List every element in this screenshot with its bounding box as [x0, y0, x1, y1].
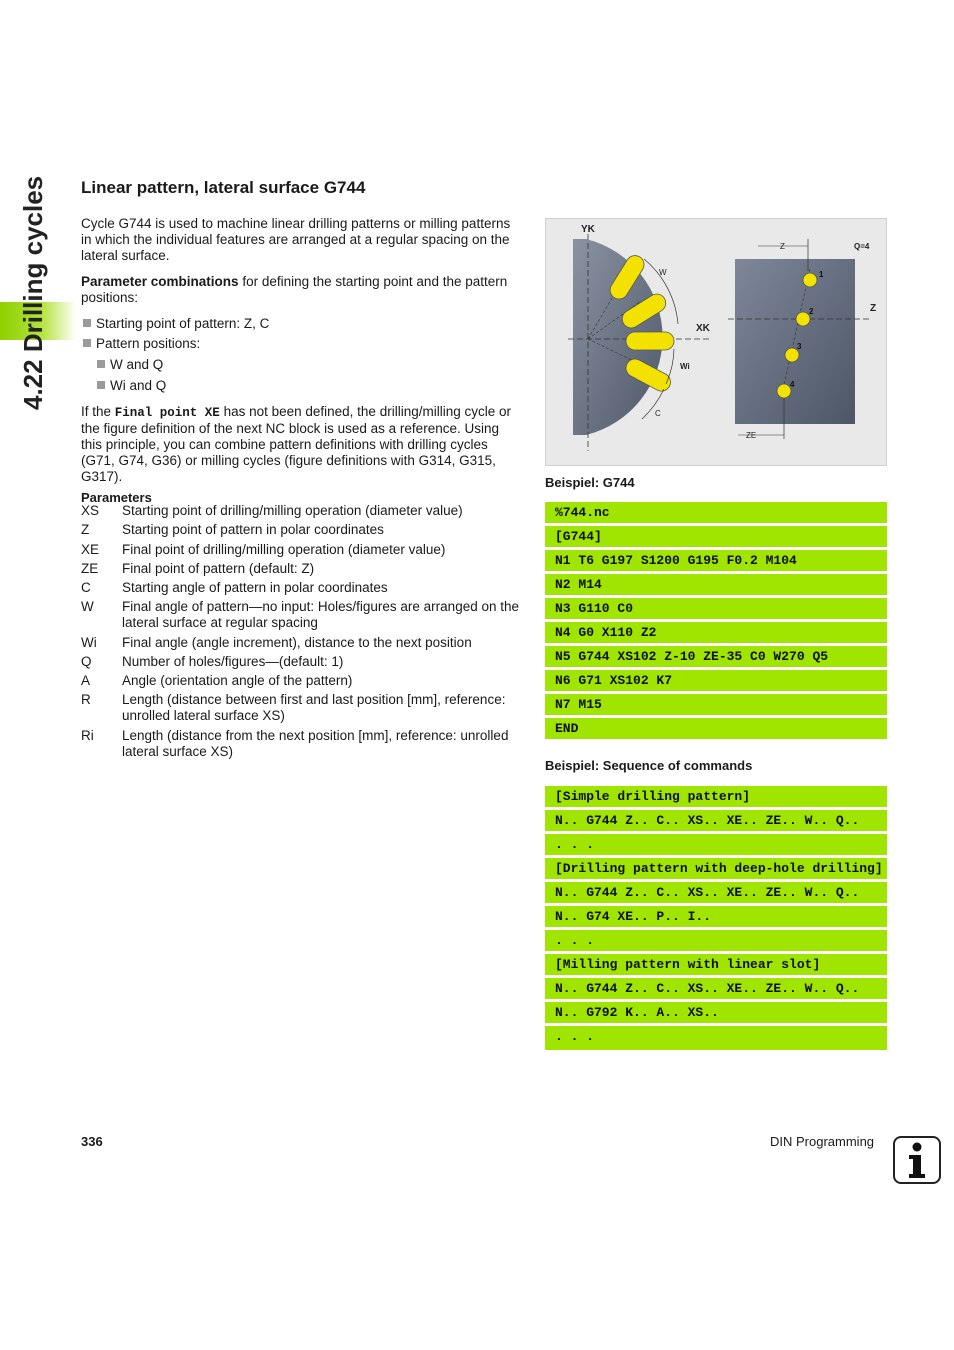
section-title: Linear pattern, lateral surface G744	[81, 178, 366, 197]
hole-3-label: 3	[797, 342, 802, 351]
pattern-diagram	[545, 218, 887, 466]
param-desc: Final angle (angle increment), distance to the next position	[122, 635, 472, 650]
code-line: N2 M14	[545, 574, 887, 595]
w-label: W	[659, 268, 667, 277]
param-desc: Final point of drilling/milling operation (diameter value)	[122, 542, 446, 557]
example2-caption: Beispiel: Sequence of commands	[545, 758, 753, 773]
param-code: XS	[81, 503, 100, 518]
page-number: 336	[81, 1134, 103, 1149]
param-desc: Final angle of pattern—no input: Holes/figures are arranged on the lateral surface at regular spacing	[122, 599, 519, 630]
slot-3	[626, 332, 674, 350]
param-desc: Starting angle of pattern in polar coordinates	[122, 580, 388, 595]
intro-paragraph: Cycle G744 is used to machine linear drilling patterns or milling patterns in which the individual features are arranged at a regular spacing on the lateral surface.	[81, 216, 511, 263]
param-combinations-paragraph	[81, 274, 521, 306]
code-line: N6 G71 XS102 K7	[545, 670, 887, 691]
chapter-side-title: 4.22 Drilling cycles	[18, 175, 48, 410]
param-code: ZE	[81, 561, 99, 576]
wi-label: Wi	[680, 362, 690, 371]
param-code: W	[81, 599, 94, 614]
param-code: Q	[81, 654, 92, 669]
param-code: A	[81, 673, 91, 688]
code-line: N.. G744 Z.. C.. XS.. XE.. ZE.. W.. Q..	[545, 882, 887, 903]
final-point-paragraph	[81, 404, 521, 485]
param-code: Z	[81, 522, 90, 537]
hole-1-label: 1	[819, 270, 824, 279]
code-line: END	[545, 718, 887, 739]
code-line: N.. G792 K.. A.. XS..	[545, 1002, 887, 1023]
hole-2-label: 2	[809, 307, 814, 316]
code-line: N.. G744 Z.. C.. XS.. XE.. ZE.. W.. Q..	[545, 978, 887, 999]
footer-chapter-title: DIN Programming	[770, 1134, 875, 1149]
bullet-square-icon	[83, 319, 91, 327]
info-icon	[893, 1136, 941, 1184]
code-line: N1 T6 G197 S1200 G195 F0.2 M104	[545, 550, 887, 571]
example1-caption: Beispiel: G744	[545, 475, 635, 490]
param-desc: Angle (orientation angle of the pattern)	[122, 673, 353, 688]
hole-4-label: 4	[790, 380, 795, 389]
q-label: Q=4	[854, 242, 870, 251]
param-combinations-rest: for defining the starting point and the pattern positions:	[81, 274, 508, 305]
param-combinations-bold: Parameter combinations	[81, 274, 239, 289]
code-line: . . .	[545, 930, 887, 951]
code-line: . . .	[545, 834, 887, 855]
pattern-diagram-svg	[546, 219, 888, 467]
yk-label: YK	[581, 224, 595, 235]
bullet-text: W and Q	[110, 357, 164, 372]
bullet-square-icon	[83, 339, 91, 347]
hole-2	[796, 312, 810, 326]
ze-label: ZE	[746, 431, 757, 440]
bullet-text: Wi and Q	[110, 378, 167, 393]
bullet-wi-and-q	[97, 378, 166, 394]
param-desc: Final point of pattern (default: Z)	[122, 561, 315, 576]
code-line: N.. G744 Z.. C.. XS.. XE.. ZE.. W.. Q..	[545, 810, 887, 831]
param-desc: Starting point of drilling/milling operation (diameter value)	[122, 503, 463, 518]
xk-label: XK	[696, 323, 710, 334]
bullet-square-icon	[97, 381, 105, 389]
param-code: XE	[81, 542, 100, 557]
param-desc: Length (distance from the next position [mm], reference: unrolled lateral surface XS)	[122, 728, 509, 759]
z-dim-label: Z	[780, 242, 785, 251]
hole-1	[803, 273, 817, 287]
param-code: Ri	[81, 728, 94, 743]
param-desc: Length (distance between first and last position [mm], reference: unrolled lateral surface XS)	[122, 692, 506, 723]
bullet-pattern-positions	[83, 336, 200, 352]
final-point-rest: has not been defined, the drilling/milling cycle or the figure definition of the next NC block is used as a reference. Using this principle, you can combine pattern definitions with drilling cycles (G71, G74, G36) or milling cycles (figure definitions with G314, G315, G317).	[81, 404, 511, 484]
param-desc: Starting point of pattern in polar coordinates	[122, 522, 384, 537]
z-axis-label: Z	[870, 303, 877, 314]
code-line: N7 M15	[545, 694, 887, 715]
bullet-square-icon	[97, 360, 105, 368]
code-line: N5 G744 XS102 Z-10 ZE-35 C0 W270 Q5	[545, 646, 887, 667]
param-desc: Number of holes/figures—(default: 1)	[122, 654, 344, 669]
code-line: [Drilling pattern with deep-hole drilling]	[545, 858, 887, 879]
bullet-text: Pattern positions:	[96, 336, 201, 351]
code-line: N4 G0 X110 Z2	[545, 622, 887, 643]
code-line: N.. G74 XE.. P.. I..	[545, 906, 887, 927]
final-point-code: Final point XE	[114, 406, 220, 420]
code-line: %744.nc	[545, 502, 887, 523]
code-line: [G744]	[545, 526, 887, 547]
param-code: R	[81, 692, 91, 707]
bullet-text: Starting point of pattern: Z, C	[96, 316, 270, 331]
parameters-heading: Parameters	[81, 490, 152, 505]
bullet-w-and-q	[97, 357, 163, 373]
hole-4	[777, 384, 791, 398]
param-code: Wi	[81, 635, 97, 650]
param-code: C	[81, 580, 91, 595]
code-line: [Simple drilling pattern]	[545, 786, 887, 807]
code-line: [Milling pattern with linear slot]	[545, 954, 887, 975]
lateral-surface-rect	[735, 259, 855, 424]
code-line: . . .	[545, 1026, 887, 1050]
code-line: N3 G110 C0	[545, 598, 887, 619]
final-point-prefix: If the	[81, 404, 115, 419]
info-glyph-svg	[895, 1138, 939, 1182]
c-label: C	[655, 409, 661, 418]
bullet-starting-point	[83, 316, 269, 332]
